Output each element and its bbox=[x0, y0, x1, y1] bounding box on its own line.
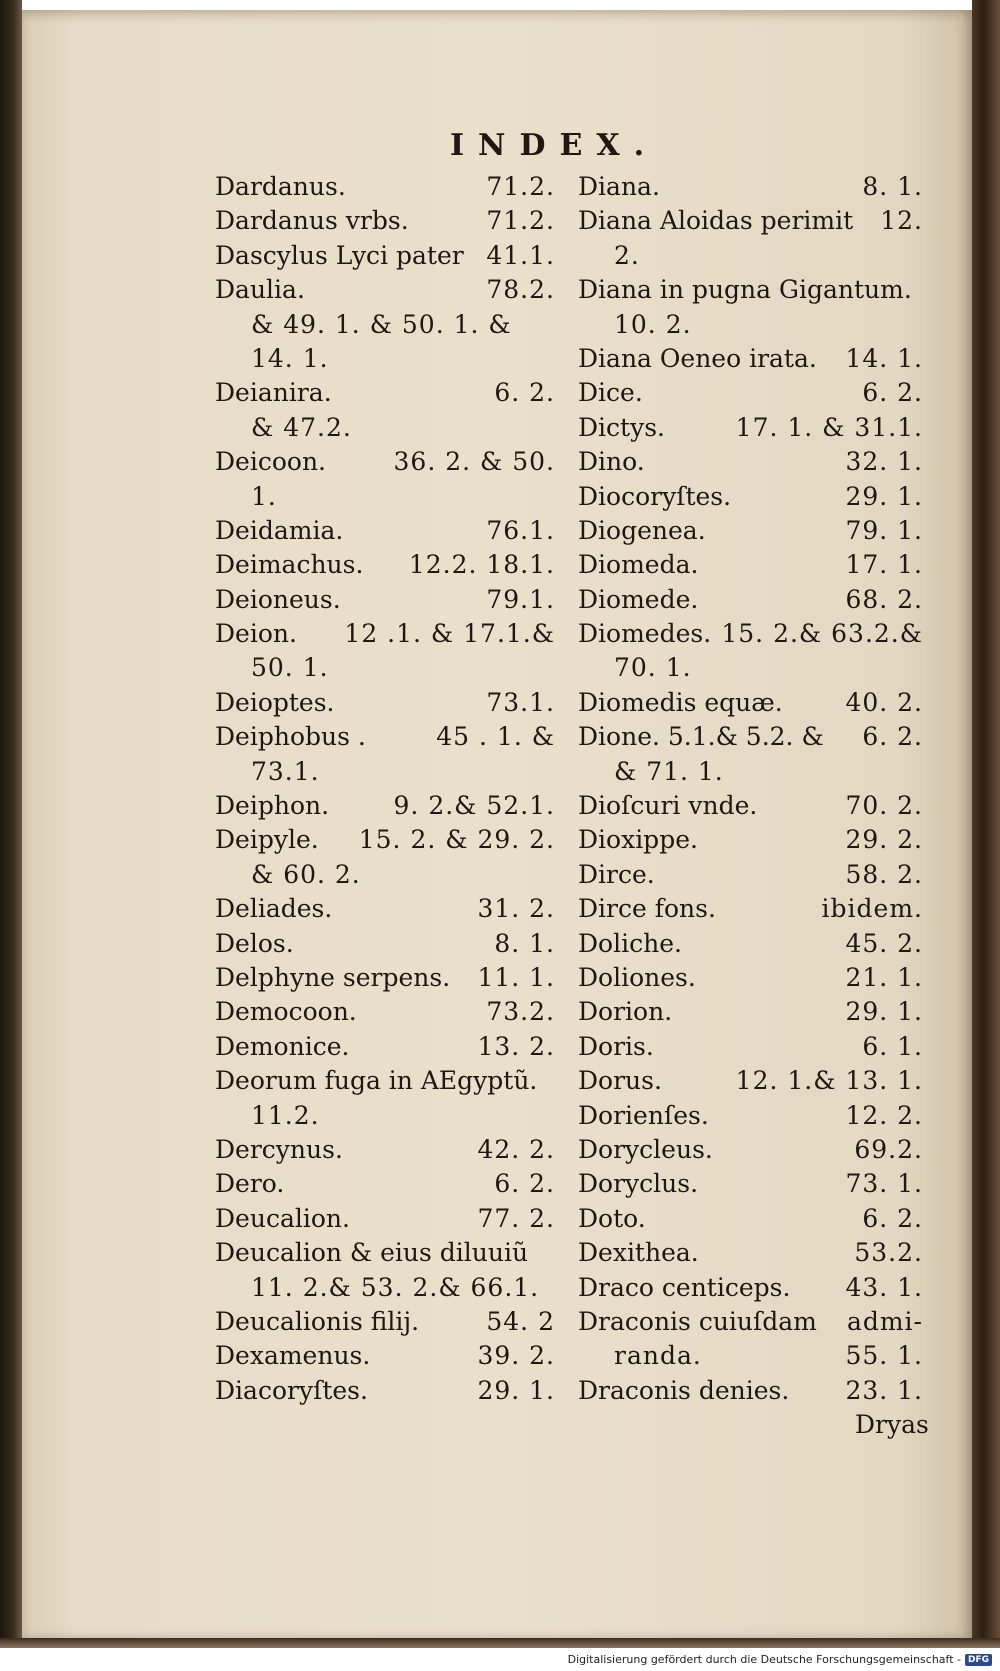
entry-name: Dero. bbox=[215, 1169, 285, 1199]
entry-name: 11.2. bbox=[251, 1100, 320, 1130]
entry-reference: 6. 1. bbox=[862, 1031, 923, 1061]
entry-name: Dice. bbox=[578, 378, 643, 408]
entry-name: Deorum fuga in AEgyptũ. bbox=[215, 1066, 538, 1096]
index-entry bbox=[215, 273, 555, 307]
index-entry bbox=[578, 1133, 923, 1167]
index-entry bbox=[215, 1271, 555, 1305]
entry-name: & 60. 2. bbox=[251, 859, 361, 889]
entry-name: Deucalion & eius diluuiũ bbox=[215, 1238, 529, 1268]
entry-name: Dino. bbox=[578, 447, 645, 477]
entry-name: Dorion. bbox=[578, 997, 673, 1027]
entry-reference: 6. 2. bbox=[494, 378, 555, 408]
entry-name: Demonice. bbox=[215, 1031, 350, 1061]
catchword: Dryas bbox=[855, 1410, 929, 1439]
entry-name: Deidamia. bbox=[215, 515, 344, 545]
index-entry bbox=[215, 1236, 555, 1270]
entry-name: Dexamenus. bbox=[215, 1341, 371, 1371]
entry-name: Dardanus vrbs. bbox=[215, 206, 409, 236]
index-entry bbox=[215, 376, 555, 410]
entry-reference: 70. 2. bbox=[845, 791, 923, 821]
entry-name: Diana. bbox=[578, 172, 660, 201]
index-column-right bbox=[578, 170, 923, 1408]
entry-reference: 15. 2.& 63.2.& bbox=[721, 619, 923, 649]
entry-reference: 12. 2. bbox=[845, 1100, 923, 1130]
entry-name: Deucalion. bbox=[215, 1203, 350, 1233]
index-entry bbox=[578, 170, 923, 204]
entry-name: Deioneus. bbox=[215, 584, 341, 614]
index-entry bbox=[215, 514, 555, 548]
entry-name: Deliades. bbox=[215, 894, 333, 924]
index-entry bbox=[578, 204, 923, 238]
index-entry bbox=[215, 858, 555, 892]
entry-name: Dorus. bbox=[578, 1066, 662, 1096]
entry-name: Doto. bbox=[578, 1203, 646, 1233]
index-entry bbox=[578, 1167, 923, 1201]
index-entry bbox=[215, 1167, 555, 1201]
book-edge bbox=[972, 0, 1000, 1640]
index-entry bbox=[578, 239, 923, 273]
entry-reference: ibidem. bbox=[821, 894, 923, 924]
index-entry bbox=[578, 1236, 923, 1270]
entry-name: 11. 2.& 53. 2.& 66.1. bbox=[251, 1272, 540, 1302]
entry-name: Deipyle. bbox=[215, 825, 319, 855]
index-entry bbox=[578, 1271, 923, 1305]
index-entry bbox=[578, 548, 923, 582]
index-column-left bbox=[215, 170, 555, 1408]
entry-name: Doliche. bbox=[578, 928, 682, 958]
entry-name: & 71. 1. bbox=[614, 756, 724, 786]
entry-reference: 6. 2. bbox=[862, 1203, 923, 1233]
entry-name: Deiphobus . bbox=[215, 722, 366, 752]
index-entry bbox=[578, 892, 923, 926]
index-entry bbox=[215, 548, 555, 582]
entry-name: 14. 1. bbox=[251, 343, 329, 373]
entry-reference: 53.2. bbox=[854, 1238, 923, 1268]
index-entry bbox=[578, 342, 923, 376]
entry-reference: 29. 1. bbox=[845, 997, 923, 1027]
index-entry bbox=[578, 1202, 923, 1236]
index-entry bbox=[215, 1374, 555, 1408]
entry-name: Doliones. bbox=[578, 962, 696, 992]
entry-name: Diana in pugna Gigantum. bbox=[578, 275, 912, 305]
index-entry bbox=[578, 1305, 923, 1339]
index-entry bbox=[215, 789, 555, 823]
entry-reference: 6. 2. bbox=[862, 378, 923, 408]
entry-name: Dardanus. bbox=[215, 172, 346, 201]
index-entry bbox=[215, 1133, 555, 1167]
entry-reference: 39. 2. bbox=[477, 1341, 555, 1371]
entry-name: Draco centiceps. bbox=[578, 1272, 791, 1302]
entry-name: Diomedes. bbox=[578, 619, 712, 649]
entry-reference: 13. 2. bbox=[477, 1031, 555, 1061]
entry-reference: admi- bbox=[846, 1306, 923, 1336]
entry-reference: 79.1. bbox=[486, 584, 555, 614]
entry-name: 10. 2. bbox=[614, 309, 692, 339]
entry-reference: 73.1. bbox=[486, 687, 555, 717]
index-entry bbox=[578, 755, 923, 789]
entry-name: Diomede. bbox=[578, 584, 699, 614]
index-entry bbox=[215, 342, 555, 376]
page-title: INDEX. bbox=[450, 128, 659, 163]
footer-bar bbox=[0, 1648, 1000, 1671]
index-entry bbox=[578, 1339, 923, 1373]
index-entry bbox=[578, 720, 923, 754]
index-entry bbox=[215, 411, 555, 445]
index-entry bbox=[578, 308, 923, 342]
index-entry bbox=[578, 1099, 923, 1133]
dfg-logo: DFG bbox=[965, 1654, 992, 1666]
entry-name: Diocoryſtes. bbox=[578, 481, 732, 511]
book-bottom-edge bbox=[0, 1638, 1000, 1648]
entry-name: Diogenea. bbox=[578, 515, 706, 545]
index-entry bbox=[215, 239, 555, 273]
entry-reference: 12. 1.& 13. 1. bbox=[735, 1066, 923, 1096]
index-entry bbox=[215, 204, 555, 238]
entry-reference: 31. 2. bbox=[477, 894, 555, 924]
index-entry bbox=[215, 755, 555, 789]
entry-name: Dioxippe. bbox=[578, 825, 698, 855]
entry-name: Doryclus. bbox=[578, 1169, 699, 1199]
entry-reference: 71.2. bbox=[486, 206, 555, 236]
index-entry bbox=[578, 995, 923, 1029]
entry-name: & 47.2. bbox=[251, 412, 352, 442]
index-entry bbox=[215, 995, 555, 1029]
entry-reference: 6. 2. bbox=[494, 1169, 555, 1199]
entry-reference: 55. 1. bbox=[845, 1341, 923, 1371]
entry-name: Diana Oeneo irata. bbox=[578, 343, 817, 373]
entry-name: Draconis cuiuſdam bbox=[578, 1306, 817, 1336]
entry-name: & 49. 1. & 50. 1. & bbox=[251, 309, 512, 339]
index-entry bbox=[215, 1202, 555, 1236]
entry-reference: 8. 1. bbox=[494, 928, 555, 958]
entry-reference: 79. 1. bbox=[845, 515, 923, 545]
entry-reference: 54. 2 bbox=[486, 1306, 555, 1336]
index-entry bbox=[215, 1099, 555, 1133]
index-entry bbox=[215, 720, 555, 754]
index-entry bbox=[215, 308, 555, 342]
entry-reference: 29. 1. bbox=[477, 1375, 555, 1405]
index-entry bbox=[215, 892, 555, 926]
entry-reference: 68. 2. bbox=[845, 584, 923, 614]
index-entry bbox=[578, 514, 923, 548]
entry-name: Diana Aloidas perimit bbox=[578, 206, 854, 236]
entry-reference: 73.2. bbox=[486, 997, 555, 1027]
entry-name: Daulia. bbox=[215, 275, 305, 305]
index-entry bbox=[215, 823, 555, 857]
entry-reference: 40. 2. bbox=[845, 687, 923, 717]
index-entry bbox=[215, 961, 555, 995]
index-entry bbox=[578, 1064, 923, 1098]
entry-reference: 29. 2. bbox=[845, 825, 923, 855]
entry-reference: 43. 1. bbox=[845, 1272, 923, 1302]
entry-name: 1. bbox=[251, 481, 277, 511]
entry-reference: 11. 1. bbox=[477, 962, 555, 992]
entry-reference: 41.1. bbox=[486, 240, 555, 270]
entry-name: Dirce fons. bbox=[578, 894, 716, 924]
entry-reference: 69.2. bbox=[854, 1134, 923, 1164]
entry-name: Dascylus Lyci pater bbox=[215, 240, 464, 270]
entry-reference: 23. 1. bbox=[845, 1375, 923, 1405]
index-entry bbox=[578, 789, 923, 823]
entry-name: Draconis denies. bbox=[578, 1375, 790, 1405]
index-entry bbox=[578, 411, 923, 445]
entry-reference: 15. 2. & 29. 2. bbox=[358, 825, 555, 855]
index-entry bbox=[215, 927, 555, 961]
entry-reference: 29. 1. bbox=[845, 481, 923, 511]
entry-reference: 32. 1. bbox=[845, 447, 923, 477]
entry-reference: 12.2. 18.1. bbox=[408, 550, 555, 580]
entry-reference: 21. 1. bbox=[845, 962, 923, 992]
index-entry bbox=[578, 961, 923, 995]
footer-text: Digitalisierung gefördert durch die Deutsche Forschungsgemeinschaft - bbox=[567, 1653, 961, 1666]
entry-name: Doris. bbox=[578, 1031, 654, 1061]
entry-name: Deucalionis filij. bbox=[215, 1306, 420, 1336]
entry-name: 73.1. bbox=[251, 756, 320, 786]
entry-name: Dorycleus. bbox=[578, 1134, 713, 1164]
entry-name: Dictys. bbox=[578, 412, 665, 442]
index-entry bbox=[215, 445, 555, 479]
entry-name: Diomedis equæ. bbox=[578, 687, 783, 717]
entry-name: Dione. 5.1.& 5.2. & bbox=[578, 722, 824, 752]
entry-name: Dercynus. bbox=[215, 1134, 343, 1164]
index-entry bbox=[578, 480, 923, 514]
index-entry bbox=[578, 583, 923, 617]
entry-reference: 6. 2. bbox=[862, 722, 923, 752]
index-entry bbox=[578, 273, 923, 307]
entry-name: Deianira. bbox=[215, 378, 332, 408]
entry-reference: 45 . 1. & bbox=[436, 722, 555, 752]
entry-name: Diacoryſtes. bbox=[215, 1375, 368, 1405]
index-entry bbox=[578, 651, 923, 685]
entry-name: Delos. bbox=[215, 928, 294, 958]
entry-reference: 45. 2. bbox=[845, 928, 923, 958]
index-entry bbox=[578, 1374, 923, 1408]
index-entry bbox=[215, 1030, 555, 1064]
entry-reference: 77. 2. bbox=[477, 1203, 555, 1233]
index-entry bbox=[578, 823, 923, 857]
entry-reference: 14. 1. bbox=[845, 343, 923, 373]
entry-name: Dirce. bbox=[578, 859, 655, 889]
entry-name: Deioptes. bbox=[215, 687, 335, 717]
entry-name: Dexithea. bbox=[578, 1238, 699, 1268]
index-entry bbox=[215, 583, 555, 617]
entry-name: Diomeda. bbox=[578, 550, 699, 580]
index-entry bbox=[215, 1305, 555, 1339]
entry-reference: 58. 2. bbox=[845, 859, 923, 889]
entry-name: Deicoon. bbox=[215, 447, 326, 477]
entry-name: 2. bbox=[614, 240, 640, 270]
entry-reference: 12 .1. & 17.1.& bbox=[344, 619, 555, 649]
entry-name: Deiphon. bbox=[215, 791, 330, 821]
entry-reference: 36. 2. & 50. bbox=[393, 447, 555, 477]
entry-reference: 17. 1. & 31.1. bbox=[735, 412, 923, 442]
index-entry bbox=[578, 858, 923, 892]
entry-name: Dioſcuri vnde. bbox=[578, 791, 758, 821]
entry-reference: 78.2. bbox=[486, 275, 555, 305]
index-entry bbox=[215, 170, 555, 204]
index-entry bbox=[215, 1339, 555, 1373]
entry-name: Delphyne serpens. bbox=[215, 962, 451, 992]
index-entry bbox=[578, 1030, 923, 1064]
index-entry bbox=[578, 927, 923, 961]
entry-name: Deion. bbox=[215, 619, 297, 649]
entry-reference: 42. 2. bbox=[477, 1134, 555, 1164]
index-entry bbox=[215, 651, 555, 685]
index-entry bbox=[578, 376, 923, 410]
index-entry bbox=[578, 686, 923, 720]
index-entry bbox=[215, 480, 555, 514]
entry-reference: 9. 2.& 52.1. bbox=[393, 791, 555, 821]
index-entry bbox=[578, 445, 923, 479]
entry-reference: 12. bbox=[880, 206, 923, 236]
book-spine bbox=[0, 0, 22, 1640]
entry-name: Dorienſes. bbox=[578, 1100, 709, 1130]
entry-reference: 76.1. bbox=[486, 515, 555, 545]
entry-reference: 17. 1. bbox=[845, 550, 923, 580]
index-entry bbox=[215, 617, 555, 651]
entry-reference: 8. 1. bbox=[862, 172, 923, 201]
index-entry bbox=[578, 617, 923, 651]
entry-reference: 73. 1. bbox=[845, 1169, 923, 1199]
entry-name: Deimachus. bbox=[215, 550, 364, 580]
entry-reference: 71.2. bbox=[486, 172, 555, 201]
entry-name: 50. 1. bbox=[251, 653, 329, 683]
entry-name: randa. bbox=[614, 1341, 702, 1371]
index-entry bbox=[215, 1064, 555, 1098]
entry-name: 70. 1. bbox=[614, 653, 692, 683]
index-entry bbox=[215, 686, 555, 720]
entry-name: Democoon. bbox=[215, 997, 357, 1027]
